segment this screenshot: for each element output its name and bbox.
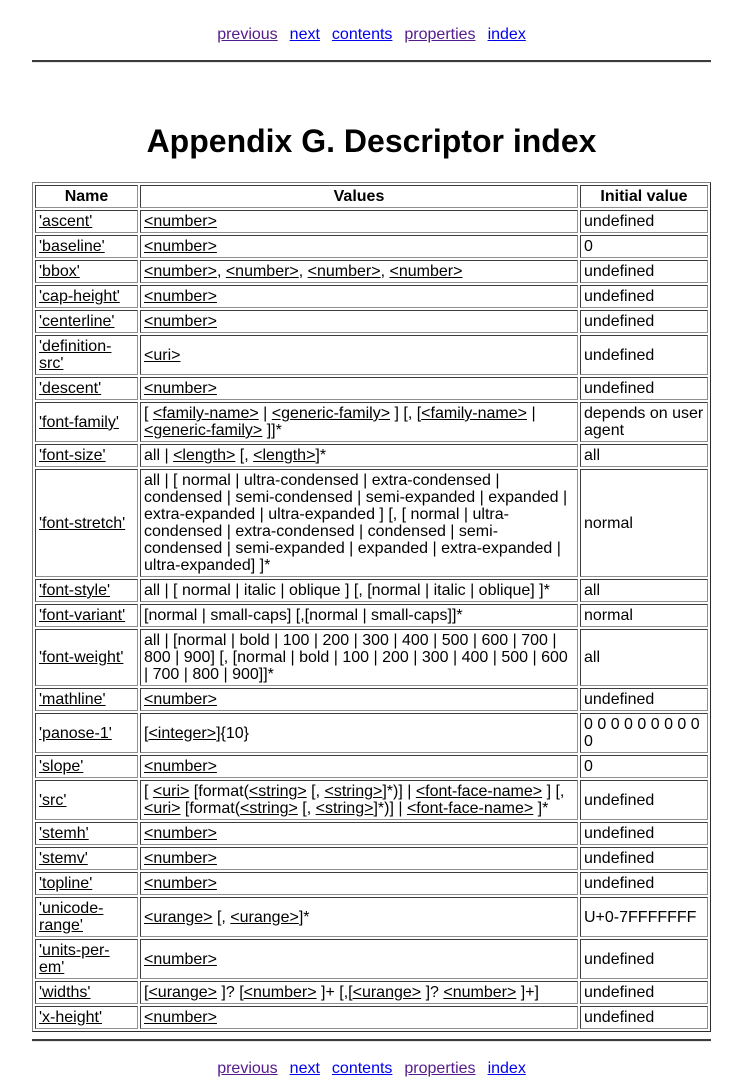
name-cell — [35, 629, 138, 686]
name-cell — [35, 235, 138, 258]
initial-value-cell: undefined — [580, 939, 708, 979]
values-cell: all | [ normal | italic | oblique ] [, [normal | italic | oblique] ]* — [140, 579, 578, 602]
initial-value-cell: undefined — [580, 310, 708, 333]
table-row — [35, 629, 708, 686]
values-cell: [<integer>]{10} — [140, 713, 578, 753]
value-type-link[interactable]: <length> — [173, 447, 236, 464]
bottom-nav — [32, 1060, 711, 1078]
descriptor-link[interactable]: 'x-height' — [39, 1009, 103, 1026]
initial-value-cell: undefined — [580, 377, 708, 400]
value-type-link[interactable]: <uri> — [144, 346, 181, 364]
name-cell — [35, 402, 138, 442]
table-row — [35, 688, 708, 711]
descriptor-table-body — [35, 210, 708, 1029]
nav-link-index[interactable]: index — [487, 1060, 526, 1077]
name-cell — [35, 260, 138, 283]
name-cell — [35, 1006, 138, 1029]
value-type-link[interactable]: <family-name> — [152, 405, 259, 422]
name-cell — [35, 981, 138, 1004]
table-row — [35, 335, 708, 375]
values-cell — [140, 688, 578, 711]
table-row — [35, 469, 708, 577]
value-type-link[interactable]: <number> — [144, 850, 217, 867]
table-row — [35, 981, 708, 1004]
name-cell — [35, 335, 138, 375]
value-type-link[interactable]: <font-face-name> — [406, 800, 534, 817]
initial-value-cell: 0 — [580, 235, 708, 258]
nav-link-previous[interactable]: previous — [217, 1060, 278, 1077]
value-type-link[interactable]: <generic-family> — [144, 422, 263, 439]
page-title: Appendix G. Descriptor index — [146, 123, 597, 159]
value-type-link[interactable]: <number> — [144, 825, 217, 842]
nav-link-properties[interactable]: properties — [404, 26, 476, 43]
nav-link-next[interactable]: next — [289, 1060, 320, 1077]
values-cell — [140, 1006, 578, 1029]
top-divider — [32, 60, 711, 63]
initial-value-cell: undefined — [580, 847, 708, 870]
value-type-link[interactable]: <generic-family> — [271, 405, 391, 422]
nav-link-properties[interactable]: properties — [404, 1060, 476, 1077]
descriptor-link[interactable]: 'font-weight' — [39, 649, 124, 666]
descriptor-link[interactable]: 'widths' — [39, 984, 91, 1001]
values-cell — [140, 235, 578, 258]
nav-link-contents[interactable]: contents — [331, 1060, 393, 1077]
values-cell — [140, 210, 578, 233]
name-cell — [35, 897, 138, 937]
value-type-link[interactable]: <uri> — [152, 783, 190, 800]
descriptor-link[interactable]: 'font-family' — [39, 413, 119, 431]
value-type-link[interactable]: <number> — [443, 984, 517, 1001]
values-cell — [140, 310, 578, 333]
descriptor-link[interactable]: 'definition-src' — [39, 338, 112, 372]
name-cell — [35, 713, 138, 753]
descriptor-link[interactable]: 'stemh' — [39, 825, 89, 842]
initial-value-cell: undefined — [580, 1006, 708, 1029]
initial-value-cell: depends on user agent — [580, 402, 708, 442]
values-cell — [140, 872, 578, 895]
values-cell: <number>, <number>, <number>, <number> — [140, 260, 578, 283]
name-cell — [35, 604, 138, 627]
initial-value-cell: normal — [580, 469, 708, 577]
name-cell — [35, 755, 138, 778]
descriptor-link[interactable]: 'unicode-range' — [39, 900, 104, 934]
descriptor-link[interactable]: 'topline' — [39, 875, 93, 892]
descriptor-link[interactable]: 'units-per-em' — [39, 942, 110, 976]
nav-link-contents[interactable]: contents — [331, 26, 393, 43]
name-cell — [35, 822, 138, 845]
descriptor-link[interactable]: 'mathline' — [39, 691, 106, 708]
initial-value-cell: all — [580, 629, 708, 686]
values-cell: [ <uri> [format(<string> [, <string>]*)] | <font-face-name> ] [, <uri> [format(<string> [, <string>]*)] | <font-face-name> ]* — [140, 780, 578, 820]
values-cell — [140, 335, 578, 375]
descriptor-link[interactable]: 'font-size' — [39, 447, 106, 464]
value-type-link[interactable]: <integer> — [148, 724, 217, 742]
name-cell — [35, 210, 138, 233]
name-cell — [35, 469, 138, 577]
initial-value-cell: 0 — [580, 755, 708, 778]
column-header-initial-value: Initial value — [580, 185, 708, 208]
values-cell: all | [normal | bold | 100 | 200 | 300 | 400 | 500 | 600 | 700 | 800 | 900] [, [normal | bold | 100 | 200 | 300 | 400 | 500 | 600 | 700 | 800 | 900]]* — [140, 629, 578, 686]
values-cell: <urange> [, <urange>]* — [140, 897, 578, 937]
value-type-link[interactable]: <number> — [144, 691, 217, 708]
values-cell: [ <family-name> | <generic-family> ] [, [<family-name> | <generic-family> ]]* — [140, 402, 578, 442]
descriptor-link[interactable]: 'centerline' — [39, 313, 115, 330]
name-cell — [35, 444, 138, 467]
initial-value-cell: undefined — [580, 981, 708, 1004]
value-type-link[interactable]: <number> — [144, 758, 217, 775]
value-type-link[interactable]: <uri> — [144, 800, 181, 817]
table-row — [35, 780, 708, 820]
value-type-link[interactable]: <number> — [144, 875, 217, 892]
value-type-link[interactable]: <number> — [389, 263, 463, 280]
table-row — [35, 939, 708, 979]
values-cell — [140, 377, 578, 400]
value-type-link[interactable]: <urange> — [352, 984, 422, 1001]
top-nav — [32, 26, 711, 44]
descriptor-link[interactable]: 'font-style' — [39, 582, 111, 599]
descriptor-link[interactable]: 'cap-height' — [39, 288, 120, 305]
descriptor-link[interactable]: 'baseline' — [39, 238, 105, 255]
initial-value-cell: undefined — [580, 335, 708, 375]
table-row — [35, 847, 708, 870]
descriptor-link[interactable]: 'bbox' — [39, 263, 80, 280]
initial-value-cell: undefined — [580, 210, 708, 233]
nav-link-previous[interactable]: previous — [217, 26, 278, 43]
initial-value-cell: undefined — [580, 285, 708, 308]
table-row — [35, 897, 708, 937]
value-type-link[interactable]: <number> — [144, 380, 217, 397]
descriptor-link[interactable]: 'font-stretch' — [39, 514, 126, 532]
table-row — [35, 235, 708, 258]
value-type-link[interactable]: <urange> — [230, 908, 299, 926]
table-row — [35, 260, 708, 283]
values-cell: [normal | small-caps] [,[normal | small-caps]]* — [140, 604, 578, 627]
value-type-link[interactable]: <number> — [144, 1009, 217, 1026]
table-row — [35, 1006, 708, 1029]
initial-value-cell: normal — [580, 604, 708, 627]
column-header-name: Name — [35, 185, 138, 208]
table-row — [35, 444, 708, 467]
descriptor-link[interactable]: 'stemv' — [39, 850, 88, 867]
table-row — [35, 579, 708, 602]
table-row — [35, 310, 708, 333]
value-type-link[interactable]: <number> — [225, 263, 299, 280]
value-type-link[interactable]: <number> — [144, 313, 217, 330]
table-row — [35, 822, 708, 845]
initial-value-cell: undefined — [580, 872, 708, 895]
table-row — [35, 285, 708, 308]
table-row — [35, 402, 708, 442]
descriptor-link[interactable]: 'ascent' — [39, 213, 93, 230]
value-type-link[interactable]: <number> — [144, 288, 217, 305]
descriptor-link[interactable]: 'font-variant' — [39, 607, 126, 624]
values-cell: all | <length> [, <length>]* — [140, 444, 578, 467]
value-type-link[interactable]: <number> — [144, 950, 217, 968]
initial-value-cell: undefined — [580, 260, 708, 283]
table-header-row — [35, 185, 708, 208]
value-type-link[interactable]: <string> — [240, 800, 298, 817]
table-row — [35, 604, 708, 627]
name-cell — [35, 285, 138, 308]
descriptor-link[interactable]: 'descent' — [39, 380, 102, 397]
value-type-link[interactable]: <number> — [243, 984, 317, 1001]
value-type-link[interactable]: <string> — [248, 783, 307, 800]
table-row — [35, 210, 708, 233]
initial-value-cell: all — [580, 444, 708, 467]
values-cell — [140, 285, 578, 308]
name-cell — [35, 579, 138, 602]
name-cell — [35, 310, 138, 333]
descriptor-link[interactable]: 'src' — [39, 791, 67, 809]
value-type-link[interactable]: <number> — [144, 213, 217, 230]
values-cell: [<urange> ]? [<number> ]+ [,[<urange> ]? <number> ]+] — [140, 981, 578, 1004]
nav-link-next[interactable]: next — [289, 26, 320, 43]
table-row — [35, 713, 708, 753]
value-type-link[interactable]: <string> — [324, 783, 383, 800]
initial-value-cell: U+0-7FFFFFFF — [580, 897, 708, 937]
initial-value-cell: 0 0 0 0 0 0 0 0 0 0 — [580, 713, 708, 753]
value-type-link[interactable]: <string> — [315, 800, 374, 817]
initial-value-cell: undefined — [580, 822, 708, 845]
initial-value-cell: all — [580, 579, 708, 602]
name-cell — [35, 939, 138, 979]
value-type-link[interactable]: <number> — [144, 263, 217, 280]
values-cell — [140, 755, 578, 778]
value-type-link[interactable]: <length> — [253, 447, 316, 464]
value-type-link[interactable]: <number> — [307, 263, 381, 280]
descriptor-link[interactable]: 'slope' — [39, 758, 84, 775]
nav-link-index[interactable]: index — [487, 26, 526, 43]
descriptor-table — [32, 182, 711, 1032]
initial-value-cell: undefined — [580, 780, 708, 820]
table-row — [35, 755, 708, 778]
initial-value-cell: undefined — [580, 688, 708, 711]
values-cell — [140, 847, 578, 870]
value-type-link[interactable]: <family-name> — [421, 405, 527, 422]
name-cell — [35, 847, 138, 870]
values-cell — [140, 822, 578, 845]
value-type-link[interactable]: <font-face-name> — [415, 783, 543, 800]
table-row — [35, 872, 708, 895]
bottom-divider — [32, 1039, 711, 1042]
name-cell — [35, 377, 138, 400]
descriptor-link[interactable]: 'panose-1' — [39, 724, 112, 742]
column-header-values: Values — [140, 185, 578, 208]
name-cell — [35, 688, 138, 711]
name-cell — [35, 872, 138, 895]
name-cell — [35, 780, 138, 820]
table-row — [35, 377, 708, 400]
value-type-link[interactable]: <urange> — [148, 984, 217, 1001]
values-cell — [140, 939, 578, 979]
value-type-link[interactable]: <urange> — [144, 908, 213, 926]
values-cell: all | [ normal | ultra-condensed | extra-condensed | condensed | semi-condensed | semi-expanded | expanded | extra-expanded | ultra-expanded ] [, [ normal | ultra-condensed | extra-condensed | condensed | semi-condensed | semi-expanded | expanded | extra-expanded | ultra-expanded] ]* — [140, 469, 578, 577]
value-type-link[interactable]: <number> — [144, 238, 217, 255]
